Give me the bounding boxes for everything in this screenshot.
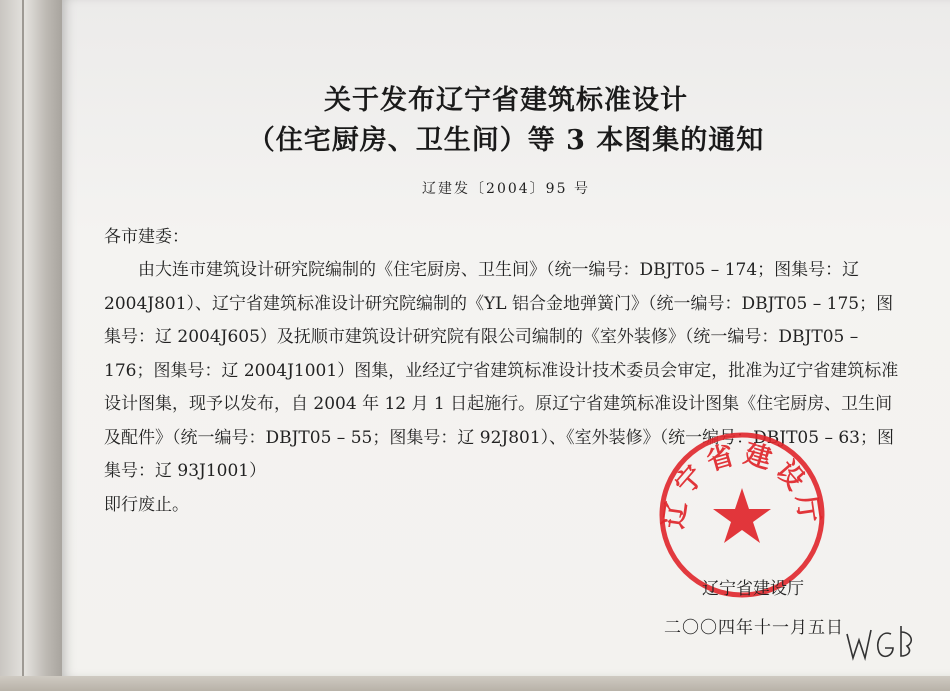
binding-spine (0, 0, 62, 691)
seal-star-icon (713, 488, 771, 543)
salutation: 各市建委： (104, 227, 189, 247)
body-paragraph: 由大连市建筑设计研究院编制的《住宅厨房、卫生间》（统一编号：DBJT05 – 174；图集号：辽 2004J801）、辽宁省建筑标准设计研究院编制的《YL 铝合金地弹簧门》（统一编号：DBJT05 – 175；图集号：辽 2004J605）及抚顺市建筑设计研究院有限公司编制的《室外装修》（统一编号：DBJT05 – 176；图集号：辽 2004J1001）图集，业经辽宁省建筑标准设计技术委员会审定，批准为辽宁省建筑标准设计图集，现予以发布，自 2004 年 12 月 1 日起施行。原辽宁省建筑标准设计图集《住宅厨房、卫生间及配件》（统一编号：DBJT05 – 55；图集号：辽 92J801）、《室外装修》（统一编号：DBJT05 – 63；图集号：辽 93J1001） (104, 260, 899, 481)
handwritten-signature (845, 620, 925, 668)
document-title-line2: （住宅厨房、卫生间）等 3 本图集的通知 (247, 125, 765, 156)
issuer-name: 辽宁省建设厅 (702, 579, 804, 599)
document-title-line1: 关于发布辽宁省建筑标准设计 (324, 85, 688, 116)
closing-line: 即行废止。 (104, 494, 189, 515)
page-bottom-edge (0, 676, 950, 691)
svg-text:辽宁省建设厅: 辽宁省建设厅 (658, 438, 826, 531)
document-page (62, 0, 950, 676)
spine-edge (22, 0, 24, 691)
issue-date: 二〇〇四年十一月五日 (664, 618, 844, 638)
document-number: 辽建发〔2004〕95 号 (422, 181, 590, 197)
